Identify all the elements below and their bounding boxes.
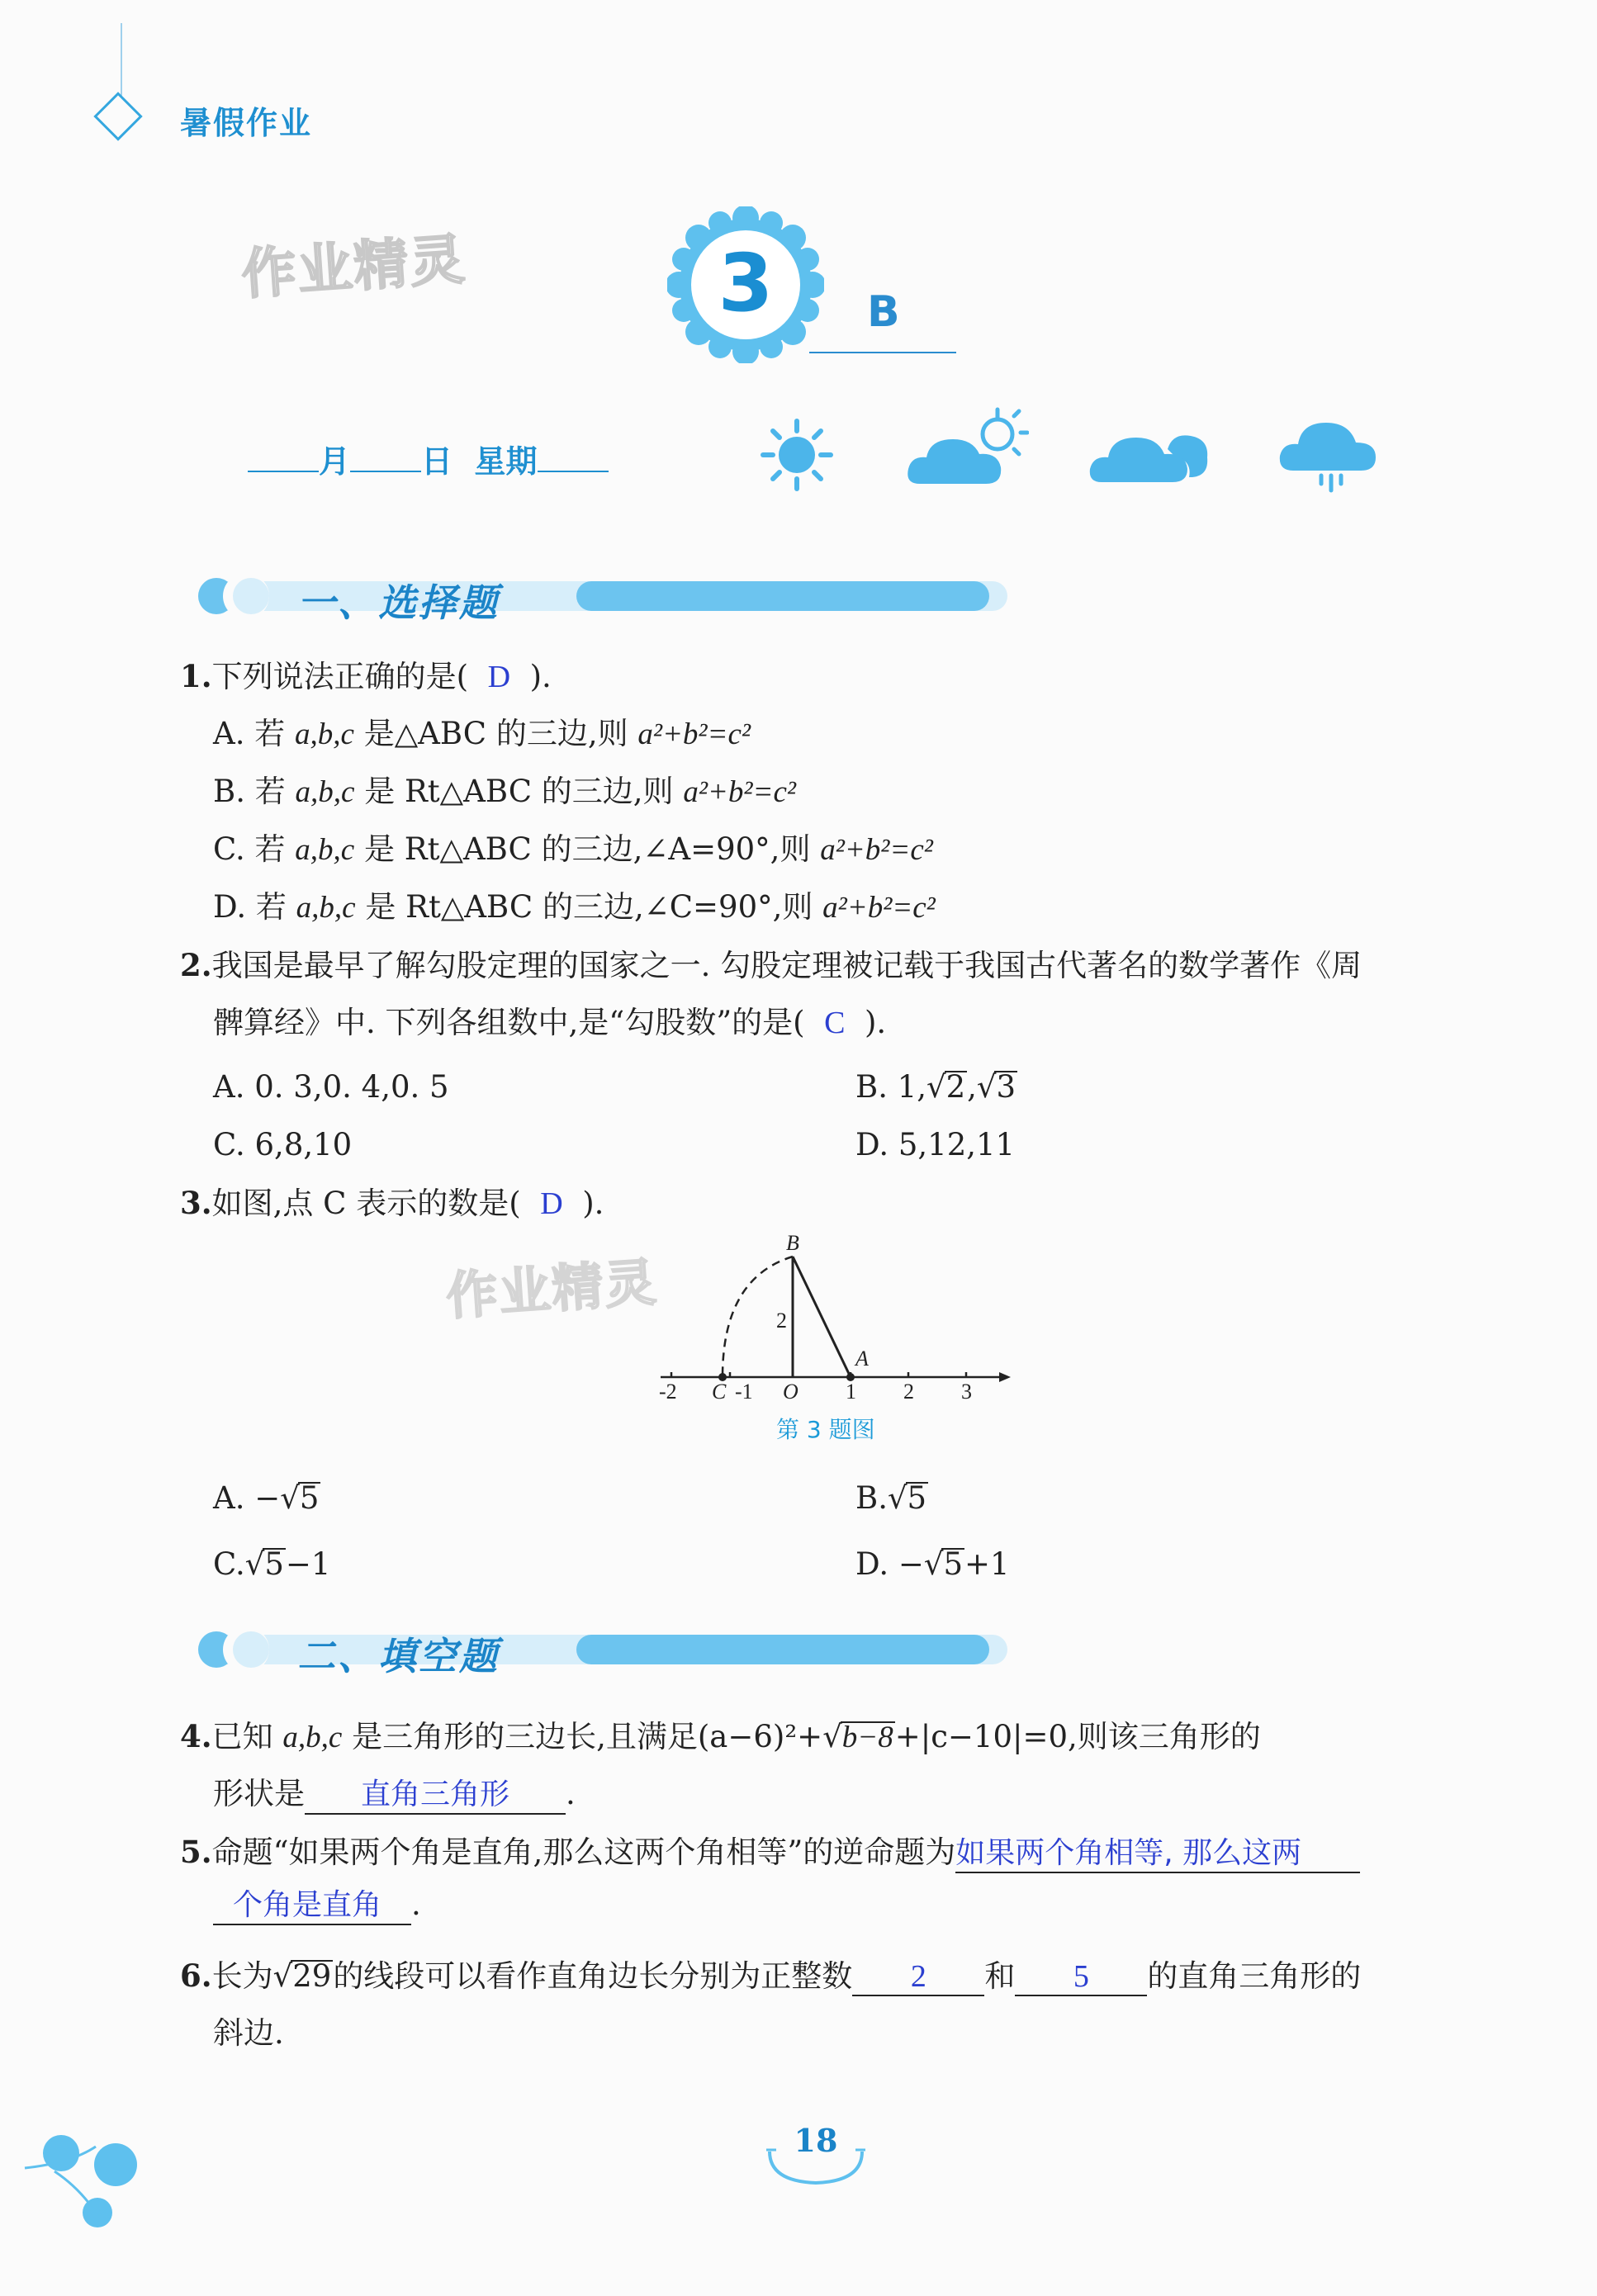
sqrt-icon: √ bbox=[280, 1480, 300, 1516]
weekday-blank[interactable] bbox=[538, 446, 609, 472]
question-stem: 下列说法正确的是( bbox=[211, 659, 469, 694]
question-stem: 长为 bbox=[211, 1958, 273, 1994]
option-formula: a²+b²=c² bbox=[820, 833, 933, 867]
day-label: 日 bbox=[421, 443, 453, 480]
option-label: B. 1, bbox=[855, 1069, 927, 1105]
answer: D bbox=[540, 1186, 563, 1221]
q2-option-c: C. 6,8,10 bbox=[213, 1127, 353, 1162]
option-d bbox=[213, 883, 936, 932]
question-stem: 髀算经》中. 下列各组数中,是“勾股数”的是( bbox=[213, 1005, 805, 1040]
q2-option-b: B. 1,√2,√3 bbox=[855, 1069, 1016, 1105]
question-tail: ). bbox=[529, 659, 552, 694]
number-line-figure bbox=[644, 1230, 1016, 1404]
figure-caption: 第 3 题图 bbox=[776, 1416, 875, 1443]
month-label: 月 bbox=[319, 443, 351, 480]
question-stem: +|c−10|=0,则该三角形的 bbox=[894, 1719, 1261, 1754]
section-title-fill: 二、填空题 bbox=[297, 1634, 500, 1678]
question-stem: 和 bbox=[984, 1958, 1016, 1994]
tick-label: 1 bbox=[846, 1380, 856, 1404]
sqrt-icon: √ bbox=[926, 1069, 946, 1105]
question-stem: 的直角三角形的 bbox=[1147, 1958, 1362, 1994]
radicand: b−8 bbox=[841, 1721, 893, 1754]
radicand: 3 bbox=[996, 1069, 1016, 1105]
question-tail: . bbox=[411, 1887, 421, 1922]
option-label: D. − bbox=[855, 1546, 924, 1582]
month-blank[interactable] bbox=[248, 446, 319, 472]
question-1 bbox=[180, 652, 552, 701]
arrow-icon bbox=[999, 1372, 1011, 1382]
question-6-line2: 斜边. bbox=[213, 2015, 284, 2051]
radicand: 29 bbox=[292, 1958, 332, 1994]
question-5-line2 bbox=[213, 1881, 421, 1929]
question-stem: 我国是最早了解勾股定理的国家之一. 勾股定理被记载于我国古代著名的数学著作《周 bbox=[211, 948, 1362, 983]
label-b: B bbox=[786, 1231, 799, 1255]
date-row bbox=[248, 436, 609, 481]
option-text: 是△ABC 的三边,则 bbox=[363, 716, 628, 751]
question-vars: a,b,c bbox=[282, 1721, 343, 1754]
watermark: 作业精灵 bbox=[444, 1252, 660, 1327]
decoration-dots-icon bbox=[21, 2130, 154, 2229]
option-label: A. − bbox=[213, 1480, 281, 1516]
tick-label: 2 bbox=[903, 1380, 914, 1404]
answer: C bbox=[824, 1006, 846, 1040]
question-stem: 命题“如果两个角是直角,那么这两个角相等”的逆命题为 bbox=[211, 1834, 956, 1870]
option-label: D. bbox=[213, 889, 247, 925]
option-text: 是 Rt△ABC 的三边,∠C=90°,则 bbox=[365, 889, 813, 925]
question-6 bbox=[180, 1952, 1361, 2000]
lesson-title: B bbox=[867, 287, 900, 337]
question-stem: 是三角形的三边长,且满足(a−6)²+ bbox=[352, 1719, 823, 1754]
option-text: 是 Rt△ABC 的三边,∠A=90°,则 bbox=[364, 831, 811, 867]
question-stem: 已知 bbox=[211, 1719, 273, 1754]
radicand: 2 bbox=[945, 1069, 966, 1105]
option-text: 若 bbox=[254, 831, 286, 867]
radicand: 5 bbox=[264, 1546, 284, 1582]
question-stem: 的线段可以看作直角边长分别为正整数 bbox=[333, 1958, 853, 1994]
option-vars: a,b,c bbox=[295, 717, 354, 751]
question-tail: ). bbox=[864, 1005, 887, 1040]
sqrt-icon: √ bbox=[923, 1546, 944, 1582]
option-label: A. bbox=[213, 716, 245, 751]
option-label: C. bbox=[213, 1546, 245, 1582]
question-4 bbox=[180, 1712, 1261, 1762]
sqrt-icon: √ bbox=[976, 1069, 997, 1105]
day-blank[interactable] bbox=[350, 446, 421, 472]
tick-label: 3 bbox=[961, 1380, 972, 1404]
rainy-icon[interactable] bbox=[1278, 413, 1377, 495]
radicand: 5 bbox=[907, 1480, 927, 1516]
option-vars: a,b,c bbox=[296, 891, 356, 925]
sunny-icon[interactable] bbox=[760, 418, 834, 492]
option-text: −1 bbox=[285, 1546, 331, 1582]
label-c: C bbox=[712, 1380, 727, 1404]
label-height: 2 bbox=[776, 1309, 787, 1333]
answer-blank[interactable]: 如果两个角相等, 那么这两 bbox=[955, 1835, 1360, 1873]
question-tail: ). bbox=[582, 1186, 604, 1221]
question-number: 6. bbox=[180, 1958, 212, 1994]
q3-option-d bbox=[855, 1541, 1010, 1588]
question-2 bbox=[180, 941, 1452, 990]
question-number: 2. bbox=[180, 947, 212, 983]
label-o: O bbox=[783, 1380, 798, 1404]
answer-blank[interactable]: 直角三角形 bbox=[305, 1777, 566, 1815]
question-2-line2 bbox=[213, 999, 886, 1047]
option-vars: a,b,c bbox=[295, 775, 355, 809]
option-formula: a²+b²=c² bbox=[683, 775, 796, 809]
option-label: C. bbox=[213, 831, 245, 867]
sqrt-icon: √ bbox=[822, 1719, 842, 1754]
sqrt-icon: √ bbox=[244, 1546, 265, 1582]
diamond-icon bbox=[93, 92, 142, 140]
q3-option-a bbox=[213, 1475, 320, 1522]
answer-blank[interactable]: 2 bbox=[852, 1958, 984, 1996]
partly-cloudy-icon[interactable] bbox=[905, 406, 1029, 489]
tick-label: -2 bbox=[659, 1380, 677, 1404]
q3-option-c bbox=[213, 1541, 330, 1588]
page-number: 18 bbox=[794, 2122, 838, 2159]
question-4-line2 bbox=[213, 1770, 576, 1818]
question-3 bbox=[180, 1179, 604, 1228]
option-text: 是 Rt△ABC 的三边,则 bbox=[364, 774, 674, 809]
question-number: 4. bbox=[180, 1718, 212, 1754]
watermark: 作业精灵 bbox=[239, 227, 468, 307]
q2-option-d: D. 5,12,11 bbox=[855, 1127, 1016, 1162]
answer: D bbox=[487, 660, 511, 694]
question-stem: 形状是 bbox=[213, 1776, 305, 1811]
option-b bbox=[213, 768, 796, 817]
option-text: 若 bbox=[254, 774, 286, 809]
option-vars: a,b,c bbox=[295, 833, 355, 867]
option-label: B. bbox=[213, 774, 245, 809]
option-text: 若 bbox=[254, 716, 286, 751]
header-title: 暑假作业 bbox=[180, 105, 313, 141]
weekday-label: 星期 bbox=[474, 443, 538, 480]
answer-blank[interactable]: 5 bbox=[1015, 1958, 1147, 1996]
question-number: 5. bbox=[180, 1834, 212, 1870]
lesson-number: 3 bbox=[718, 237, 774, 329]
q3-option-b bbox=[855, 1475, 928, 1522]
answer-blank[interactable]: 个角是直角 bbox=[213, 1887, 411, 1925]
q2-option-a: A. 0. 3,0. 4,0. 5 bbox=[213, 1069, 449, 1105]
cloudy-icon[interactable] bbox=[1088, 413, 1212, 487]
segment-ab bbox=[793, 1257, 851, 1377]
question-tail: . bbox=[566, 1776, 576, 1811]
option-formula: a²+b²=c² bbox=[637, 717, 751, 751]
question-number: 3. bbox=[180, 1185, 212, 1221]
option-formula: a²+b²=c² bbox=[822, 891, 936, 925]
sqrt-icon: √ bbox=[272, 1958, 293, 1994]
option-a bbox=[213, 710, 751, 759]
section-title-choice: 一、选择题 bbox=[297, 580, 500, 625]
label-a: A bbox=[855, 1347, 869, 1370]
option-c bbox=[213, 826, 933, 874]
option-text: 若 bbox=[255, 889, 287, 925]
option-text: +1 bbox=[964, 1546, 1010, 1582]
tick-label: -1 bbox=[735, 1380, 753, 1404]
question-stem: 如图,点 C 表示的数是( bbox=[211, 1186, 521, 1221]
question-5 bbox=[180, 1828, 1360, 1877]
lesson-title-underline bbox=[809, 352, 956, 353]
sqrt-icon: √ bbox=[887, 1480, 907, 1516]
question-number: 1. bbox=[180, 658, 212, 694]
option-label: B. bbox=[855, 1480, 888, 1516]
radicand: 5 bbox=[299, 1480, 320, 1516]
radicand: 5 bbox=[943, 1546, 963, 1582]
